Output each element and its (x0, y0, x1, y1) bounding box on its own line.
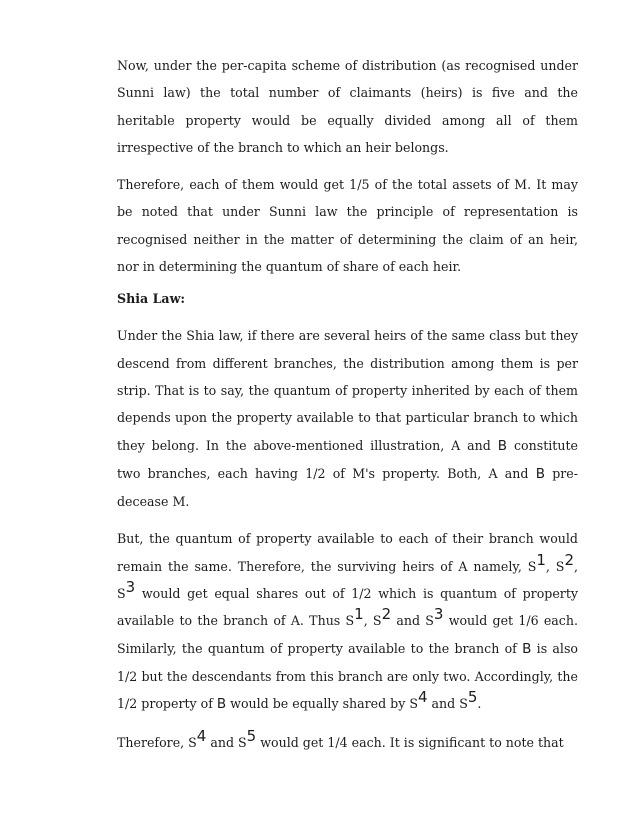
section-heading-shia-law: Shia Law: (117, 291, 186, 307)
paragraph-conclusion: Therefore, $S^4$ and $S^5$ would get 1/4 each. It is significant to note that (117, 726, 564, 750)
paragraph-sunni-distribution: Now, under the per-capita scheme of distribution (as recognised under Sunni law) the total number of claimants (heirs) is five and the heritable property would be equally divided among all of them irrespective of the branch to which an heir belongs. (117, 58, 578, 155)
document-page (117, 52, 578, 766)
paragraph-shia-per-strip: Under the Shia law, if there are several heirs of the same class but they descend from different branches, the distribution among them is per strip. That is to say, the quantum of property inherited by each of them depends upon the property available to that particular branch to which they belong. In the above-mentioned illustration, A and B constitute two branches, each having 1/2 of M's property. Both, A and B pre-decease M. (117, 328, 578, 510)
paragraph-sunni-share: Therefore, each of them would get 1/5 of the total assets of M. It may be noted that under Sunni law the principle of representation is recognised neither in the matter of determining the claim of an heir, nor in determining the quantum of share of each heir. (117, 177, 578, 275)
paragraph-branch-quantum: But, the quantum of property available to each of their branch would remain the same. Therefore, the surviving heirs of A namely, $S^1$, $S^2$, $S^3$ would get equal shares out of 1/2 which is quantum of property available to the branch of A. Thus $S^1$, $S^2$ and $S^3$ would get 1/6 each. Similarly, the quantum of property available to the branch of B is also 1/2 but the descendants from this branch are only two. Accordingly, the 1/2 property of B would be equally shared by $S^4$ and $S^5$. (117, 531, 579, 713)
